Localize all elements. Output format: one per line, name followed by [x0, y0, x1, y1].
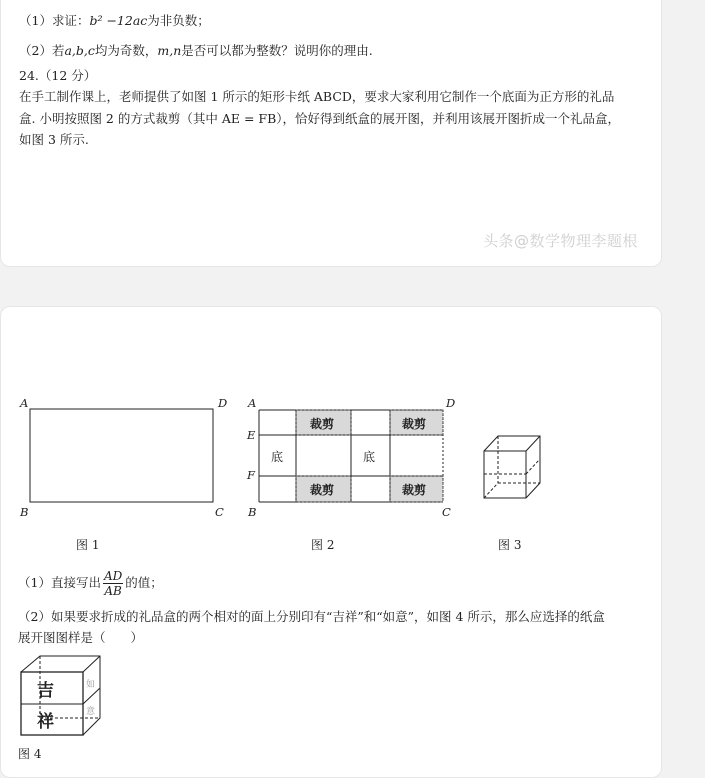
sub1-denominator: AB — [104, 584, 122, 598]
fig1-caption: 图 1 — [76, 538, 100, 552]
fig3-hidden-edge — [484, 483, 498, 498]
q23-part1-label: （1）求证： — [19, 13, 90, 28]
fig2-label-a: A — [248, 396, 257, 410]
q24-header: 24.（12 分） — [19, 68, 97, 83]
fig2-label-e: E — [247, 428, 256, 442]
fig4-caption: 图 4 — [18, 747, 42, 761]
fig4-side-bottom-char: 意 — [86, 707, 96, 717]
q24-line2: 盒. 小明按照图 2 的方式裁剪（其中 AE = FB），恰好得到纸盒的展开图，并利用该展开图折成一个礼品盒， — [19, 111, 621, 126]
fig2-base-label: 底 — [363, 450, 376, 464]
fig4-back-edges — [21, 656, 100, 735]
sub2-line1: （2）如果要求折成的礼品盒的两个相对的面上分别印有“吉祥”和“如意”，如图 4 所示，那么应选择的纸盒 — [18, 609, 605, 624]
fig3-caption: 图 3 — [498, 538, 522, 552]
fig2-base-label: 底 — [271, 450, 284, 464]
q24-line1: 在手工制作课上，老师提供了如图 1 所示的矩形卡纸 ABCD，要求大家利用它制作一个底面为正方形的礼品 — [19, 89, 615, 104]
fig2-label-c: C — [442, 505, 451, 519]
fig3-cube — [484, 436, 540, 498]
q23-part2-vars2: m,n — [157, 43, 182, 58]
fig1-label-d: D — [218, 396, 228, 410]
fig4-edge — [83, 656, 100, 672]
q23-part2-vars: a,b,c — [64, 43, 95, 58]
fig3-hidden-edge — [526, 459, 540, 474]
fig2-cut-label: 裁剪 — [402, 417, 427, 431]
fig4-bottom-char: 祥 — [37, 712, 54, 732]
q23-part2-label: （2）若 — [19, 43, 65, 58]
sub2-line2: 展开图图样是（ ） — [18, 630, 144, 645]
sub1-fraction — [103, 569, 123, 598]
fig2-cut-label: 裁剪 — [310, 417, 335, 431]
watermark: 头条@数学物理李题根 — [483, 232, 639, 250]
q23-part2-mid: 均为奇数， — [94, 43, 158, 58]
fig4-top-char: 吉 — [37, 681, 54, 701]
fig2-cut-label: 裁剪 — [310, 483, 335, 497]
fig1-label-a: A — [20, 396, 29, 410]
fig1-rectangle — [30, 409, 213, 502]
q23-part1-tail: 为非负数； — [147, 13, 210, 28]
fig3-edge — [526, 436, 540, 451]
q23-part2-tail: 是否可以都为整数？说明你的理由. — [181, 43, 373, 58]
fig4-cube — [21, 656, 100, 735]
fig4-mid-line — [83, 688, 100, 704]
fig1-label-b: B — [20, 505, 29, 519]
sub1-suffix: 的值； — [125, 575, 163, 590]
q23-part1-expr: b² −12ac — [89, 13, 148, 28]
sub1-prefix: （1）直接写出 — [18, 575, 101, 590]
fig2-label-f: F — [247, 468, 255, 482]
fig2-caption: 图 2 — [311, 538, 335, 552]
fig1-label-c: C — [215, 505, 224, 519]
sub1-numerator: AD — [103, 569, 123, 583]
fig2-cut-label: 裁剪 — [402, 483, 427, 497]
fig2-label-b: B — [248, 505, 257, 519]
sub1-line — [18, 564, 163, 602]
fig4-side-top-char: 如 — [86, 680, 96, 690]
q24-line3: 如图 3 所示. — [19, 132, 89, 147]
fig2-label-d: D — [446, 396, 456, 410]
